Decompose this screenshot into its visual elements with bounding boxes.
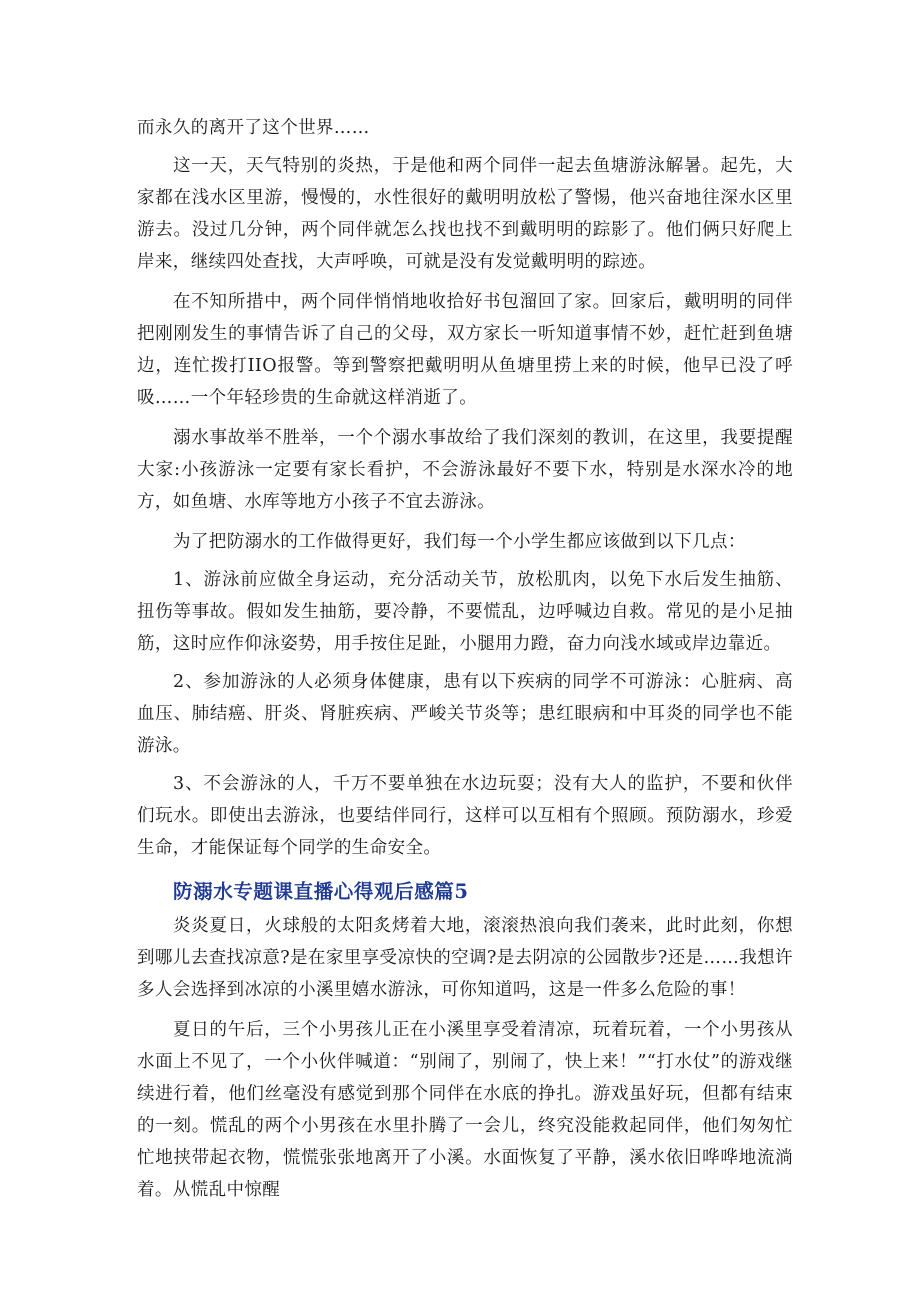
paragraph-safety-intro: 为了把防溺水的工作做得更好，我们每一个小学生都应该做到以下几点： bbox=[173, 532, 746, 552]
paragraph-companions-go-home: 在不知所措中，两个同伴悄悄地收拾好书包溜回了家。回家后，戴明明的同伴把刚刚发生的事情告诉了自己的父母，双方家长一听知道事情不妙，赶忙赶到鱼塘边，连忙拨打IIO报警。等到警察把戴明明从鱼塘里捞上来的时候，他早已没了呼吸……一个年轻珍贵的生命就这样消逝了。 bbox=[137, 292, 793, 408]
paragraph-summer-intro: 炎炎夏日，火球般的太阳炙烤着大地，滚滚热浪向我们袭来，此时此刻，你想到哪儿去查找凉意?是在家里享受凉快的空调?是去阴凉的公园散步?还是……我想许多人会选择到冰凉的小溪里嬉水游泳，可你知道吗，这是一件多么危险的事！ bbox=[137, 916, 793, 1000]
paragraph-drowning-lessons: 溺水事故举不胜举，一个个溺水事故给了我们深刻的教训，在这里，我要提醒大家:小孩游泳一定要有家长看护，不会游泳最好不要下水，特别是水深水冷的地方，如鱼塘、水库等地方小孩子不宜去游泳。 bbox=[137, 428, 793, 512]
paragraph-hot-day: 这一天，天气特别的炎热，于是他和两个同伴一起去鱼塘游泳解暑。起先，大家都在浅水区里游，慢慢的，水性很好的戴明明放松了警惕，他兴奋地往深水区里游去。没过几分钟，两个同伴就怎么找也找不到戴明明的踪影了。他们俩只好爬上岸来，继续四处查找，大声呼唤，可就是没有发觉戴明明的踪迹。 bbox=[137, 156, 793, 272]
paragraph-three-boys: 夏日的午后，三个小男孩儿正在小溪里享受着清凉，玩着玩着，一个小男孩从水面上不见了，一个小伙伴喊道：“别闹了，别闹了，快上来！”“打水仗”的游戏继续进行着，他们丝毫没有感觉到那个同伴在水底的挣扎。游戏虽好玩，但都有结束的一刻。慌乱的两个小男孩在水里扑腾了一会儿，终究没能救起同伴，他们匆匆忙忙地挟带起衣物，慌慌张张地离开了小溪。水面恢复了平静，溪水依旧哗哗地流淌着。从慌乱中惊醒 bbox=[137, 1020, 793, 1200]
paragraph-tip-3: 3、不会游泳的人，千万不要单独在水边玩耍；没有大人的监护，不要和伙伴们玩水。即使出去游泳，也要结伴同行，这样可以互相有个照顾。预防溺水，珍爱生命，才能保证每个同学的生命安全。 bbox=[137, 774, 793, 858]
document-page bbox=[137, 112, 793, 1206]
paragraph-tip-1: 1、游泳前应做全身运动，充分活动关节，放松肌肉，以免下水后发生抽筋、扭伤等事故。假如发生抽筋，要冷静，不要慌乱，边呼喊边自救。常见的是小足抽筋，这时应作仰泳姿势，用手按住足趾，小腿用力蹬，奋力向浅水域或岸边靠近。 bbox=[137, 570, 793, 654]
paragraph-continuation: 而永久的离开了这个世界…… bbox=[137, 118, 370, 138]
paragraph-tip-2: 2、参加游泳的人必须身体健康，患有以下疾病的同学不可游泳：心脏病、高血压、肺结癌、肝炎、肾脏疾病、严峻关节炎等；患红眼病和中耳炎的同学也不能游泳。 bbox=[137, 672, 793, 756]
section-heading: 防溺水专题课直播心得观后感篇5 bbox=[173, 880, 469, 903]
